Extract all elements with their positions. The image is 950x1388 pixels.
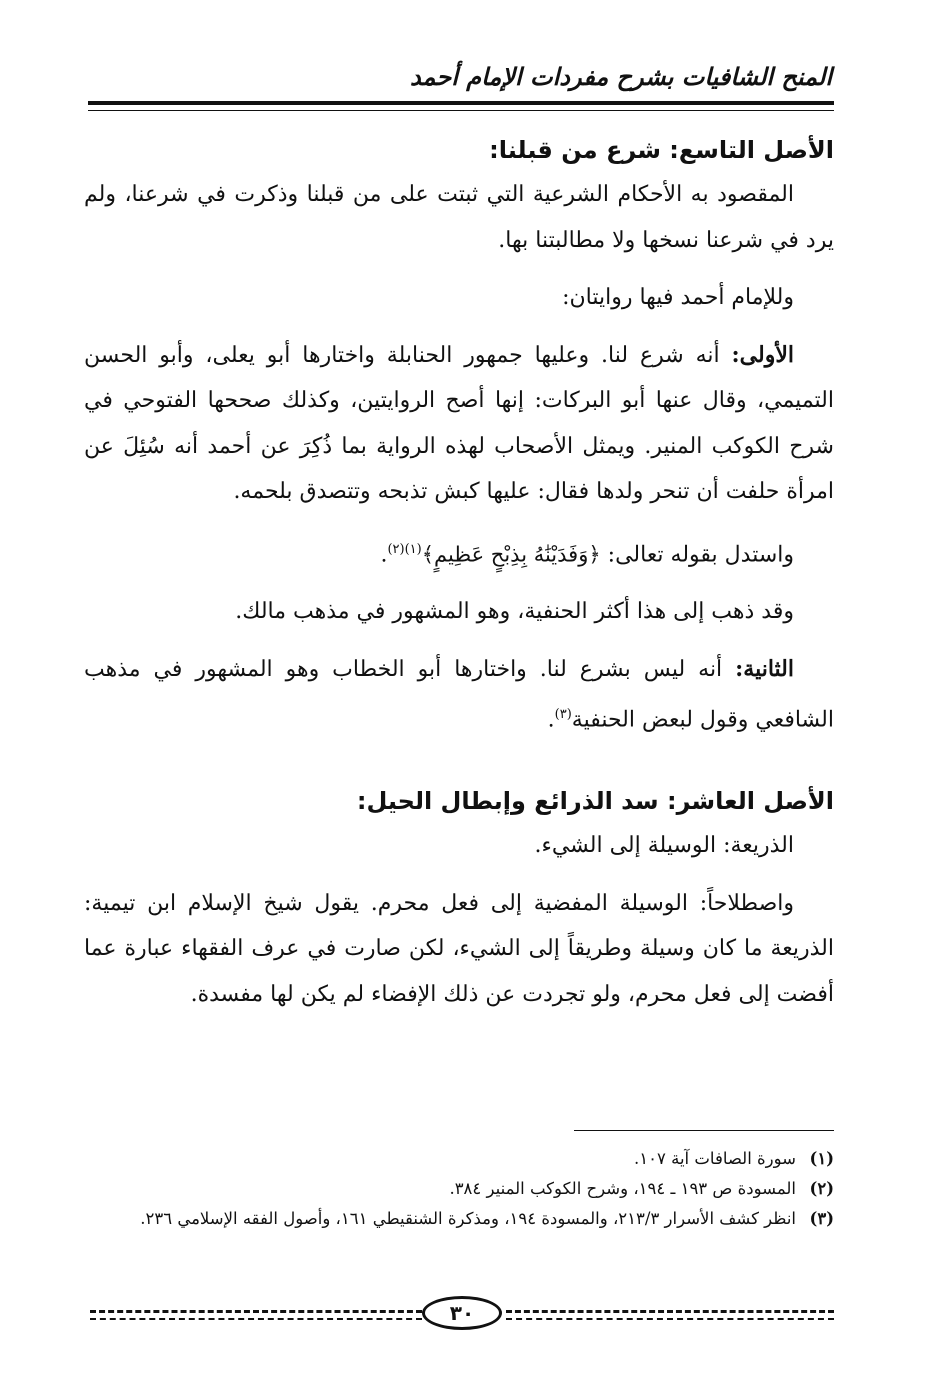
footnote-item (100, 1204, 834, 1234)
footnote-separator (574, 1130, 834, 1131)
evidence-paragraph (84, 527, 834, 578)
section9-heading: الأصل التاسع: شرع من قبلنا: (489, 136, 834, 164)
first-narration-lead: الأولى: (731, 341, 794, 368)
footer-rule-left-lower (90, 1318, 422, 1320)
footer-rule-right (506, 1310, 834, 1313)
footnote-number: (٣) (809, 1209, 834, 1228)
second-narration-text: أنه ليس بشرع لنا. واختارها أبو الخطاب وهو المشهور في مذهب الشافعي وقول لبعض الحنفية (84, 656, 834, 733)
running-title: المنح الشافيات بشرح مفردات الإمام أحمد (409, 62, 832, 91)
footnotes (100, 1144, 834, 1234)
section10-heading: الأصل العاشر: سد الذرائع وإبطال الحيل: (356, 787, 834, 816)
footnote-number: (١) (809, 1149, 834, 1168)
footnote-ref-1-2[interactable]: (١)(٢) (387, 541, 422, 557)
section9-definition: المقصود به الأحكام الشرعية التي ثبتت على من قبلنا وذكرت في شرعنا، ولم يرد في شرعنا نسخها ولا مطالبتنا بها. (84, 182, 834, 253)
footer-rule-right-lower (506, 1318, 834, 1320)
first-narration (84, 333, 834, 515)
footnote-item (100, 1144, 834, 1174)
footnote-text: المسودة ص ١٩٣ ـ ١٩٤، وشرح الكوكب المنير ٣٨٤. (449, 1179, 796, 1198)
second-narration (84, 647, 834, 743)
section10-technical: واصطلاحاً: الوسيلة المفضية إلى فعل محرم. يقول شيخ الإسلام ابن تيمية: الذريعة ما كان وسيلة وطريقاً إلى الشيء، لكن صارت في عرف الفقهاء عبارة عما أفضت إلى فعل محرم، ولو تجردت عن ذلك الإفضاء لم يكن لها مفسدة. (84, 890, 834, 1007)
footer-rule-left (90, 1310, 422, 1313)
first-narration-text: أنه شرع لنا. وعليها جمهور الحنابلة واختارها أبو يعلى، وأبو الحسن التميمي، وقال عنها أبو البركات: إنها أصح الروايتين، وكذلك صححها الفتوحي في شرح الكوكب المنير. ويمثل الأصحاب لهذه الرواية بما ذُكِرَ عن أحمد أنه سُئِلَ عن امرأة حلفت أن تنحر ولدها فقال: عليها كبش تذبحه وتتصدق بلحمه. (84, 342, 834, 504)
footnote-number: (٢) (809, 1179, 834, 1198)
footnote-item (100, 1174, 834, 1204)
second-narration-lead: الثانية: (735, 655, 794, 682)
section9-intro: وللإمام أحمد فيها روايتان: (562, 285, 794, 310)
page-number: ٣٠ (422, 1296, 502, 1330)
footnote-text: انظر كشف الأسرار ٢١٣/٣، والمسودة ١٩٤، ومذكرة الشنقيطي ١٦١، وأصول الفقه الإسلامي ٢٣٦. (140, 1209, 796, 1228)
evidence-prefix: واستدل بقوله تعالى: (600, 541, 794, 567)
evidence-suffix: . (380, 541, 388, 567)
main-text (84, 128, 834, 1017)
second-narration-suffix: . (547, 707, 555, 733)
footnote-ref-3[interactable]: (٣) (554, 707, 572, 723)
quran-verse: ﴿وَفَدَيْنَٰهُ بِذِبْحٍ عَظِيمٍ﴾ (421, 541, 601, 566)
footnote-text: سورة الصافات آية ١٠٧. (634, 1149, 796, 1168)
section10-definition: الذريعة: الوسيلة إلى الشيء. (534, 833, 794, 859)
hanafi-note: وقد ذهب إلى هذا أكثر الحنفية، وهو المشهور في مذهب مالك. (235, 599, 794, 625)
header-rule-thick (88, 101, 834, 105)
header-rule-thin (88, 110, 834, 111)
